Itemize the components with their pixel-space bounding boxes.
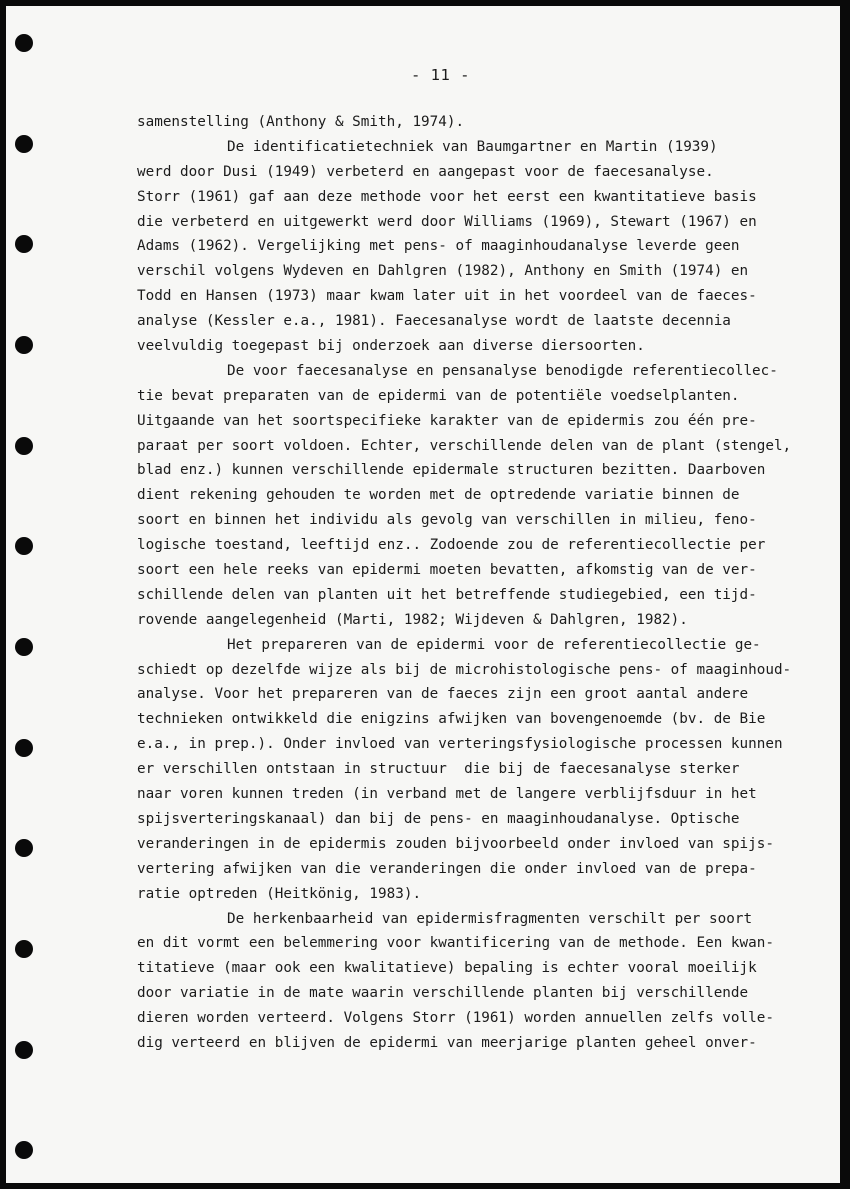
binder-hole-icon: [15, 839, 33, 857]
text-line: blad enz.) kunnen verschillende epidermale structuren bezitten. Daarboven: [137, 462, 766, 479]
text-line: Adams (1962). Vergelijking met pens- of maaginhoudanalyse leverde geen: [137, 238, 740, 255]
binder-hole-icon: [15, 34, 33, 52]
text-line: De voor faecesanalyse en pensanalyse benodigde referentiecollec-: [227, 362, 778, 379]
text-line: titatieve (maar ook een kwalitatieve) bepaling is echter vooral moeilijk: [137, 960, 757, 977]
text-line: en dit vormt een belemmering voor kwantificering van de methode. Een kwan-: [137, 935, 774, 952]
text-line: er verschillen ontstaan in structuur die bij de faecesanalyse sterker: [137, 761, 740, 778]
text-line: tie bevat preparaten van de epidermi van de potentiële voedselplanten.: [137, 387, 740, 404]
text-line: analyse. Voor het prepareren van de faeces zijn een groot aantal andere: [137, 686, 749, 703]
paragraph: [137, 633, 797, 907]
paragraph: [137, 359, 797, 633]
text-line: e.a., in prep.). Onder invloed van verteringsfysiologische processen kunnen: [137, 736, 783, 753]
binder-hole-icon: [15, 437, 33, 455]
text-line: De herkenbaarheid van epidermisfragmenten verschilt per soort: [227, 910, 753, 927]
text-line: schillende delen van planten uit het betreffende studiegebied, een tijd-: [137, 586, 757, 603]
binder-hole-icon: [15, 235, 33, 253]
text-line: samenstelling (Anthony & Smith, 1974).: [137, 114, 465, 130]
text-line: naar voren kunnen treden (in verband met de langere verblijfsduur in het: [137, 786, 757, 803]
text-line: werd door Dusi (1949) verbeterd en aangepast voor de faecesanalyse.: [137, 163, 714, 180]
text-line: Todd en Hansen (1973) maar kwam later uit in het voordeel van de faeces-: [137, 288, 757, 305]
text-line: logische toestand, leeftijd enz.. Zodoende zou de referentiecollectie per: [137, 537, 766, 554]
binder-hole-icon: [15, 940, 33, 958]
text-line: soort en binnen het individu als gevolg van verschillen in milieu, feno-: [137, 512, 757, 529]
text-line: vertering afwijken van die veranderingen die onder invloed van de prepa-: [137, 860, 757, 877]
binder-hole-icon: [15, 739, 33, 757]
text-line: analyse (Kessler e.a., 1981). Faecesanalyse wordt de laatste decennia: [137, 313, 731, 330]
text-line: spijsverteringskanaal) dan bij de pens- en maaginhoudanalyse. Optische: [137, 810, 740, 827]
binder-hole-icon: [15, 336, 33, 354]
text-line: Uitgaande van het soortspecifieke karakter van de epidermis zou één pre-: [137, 412, 757, 429]
text-line: Storr (1961) gaf aan deze methode voor het eerst een kwantitatieve basis: [137, 188, 757, 205]
text-line: veelvuldig toegepast bij onderzoek aan diverse diersoorten.: [137, 338, 645, 355]
text-line: soort een hele reeks van epidermi moeten bevatten, afkomstig van de ver-: [137, 562, 757, 579]
text-line: veranderingen in de epidermis zouden bijvoorbeeld onder invloed van spijs-: [137, 835, 774, 852]
text-line: dient rekening gehouden te worden met de optredende variatie binnen de: [137, 487, 740, 504]
binder-hole-icon: [15, 1141, 33, 1159]
paragraph: [137, 907, 797, 1056]
text-line: Het prepareren van de epidermi voor de referentiecollectie ge-: [227, 636, 761, 653]
body-text: [137, 110, 797, 1056]
text-line: verschil volgens Wydeven en Dahlgren (1982), Anthony en Smith (1974) en: [137, 263, 749, 280]
text-line: dieren worden verteerd. Volgens Storr (1961) worden annuellen zelfs volle-: [137, 1010, 774, 1027]
text-line: dig verteerd en blijven de epidermi van meerjarige planten geheel onver-: [137, 1034, 757, 1051]
text-line: De identificatietechniek van Baumgartner en Martin (1939): [227, 138, 718, 155]
text-line: paraat per soort voldoen. Echter, verschillende delen van de plant (stengel,: [137, 437, 792, 454]
document-page: [6, 6, 840, 1183]
text-line: rovende aangelegenheid (Marti, 1982; Wijdeven & Dahlgren, 1982).: [137, 611, 688, 628]
text-line: schiedt op dezelfde wijze als bij de microhistologische pens- of maaginhoud-: [137, 661, 792, 678]
text-line: door variatie in de mate waarin verschillende planten bij verschillende: [137, 985, 749, 1002]
binder-hole-icon: [15, 1041, 33, 1059]
paragraph: [137, 135, 797, 359]
binder-hole-icon: [15, 537, 33, 555]
text-line: ratie optreden (Heitkönig, 1983).: [137, 885, 422, 902]
text-line: die verbeterd en uitgewerkt werd door Williams (1969), Stewart (1967) en: [137, 213, 757, 230]
binder-hole-icon: [15, 638, 33, 656]
paragraph: [137, 110, 797, 135]
page-number: - 11 -: [411, 66, 470, 84]
text-line: technieken ontwikkeld die enigzins afwijken van bovengenoemde (bv. de Bie: [137, 711, 766, 728]
binder-hole-icon: [15, 135, 33, 153]
